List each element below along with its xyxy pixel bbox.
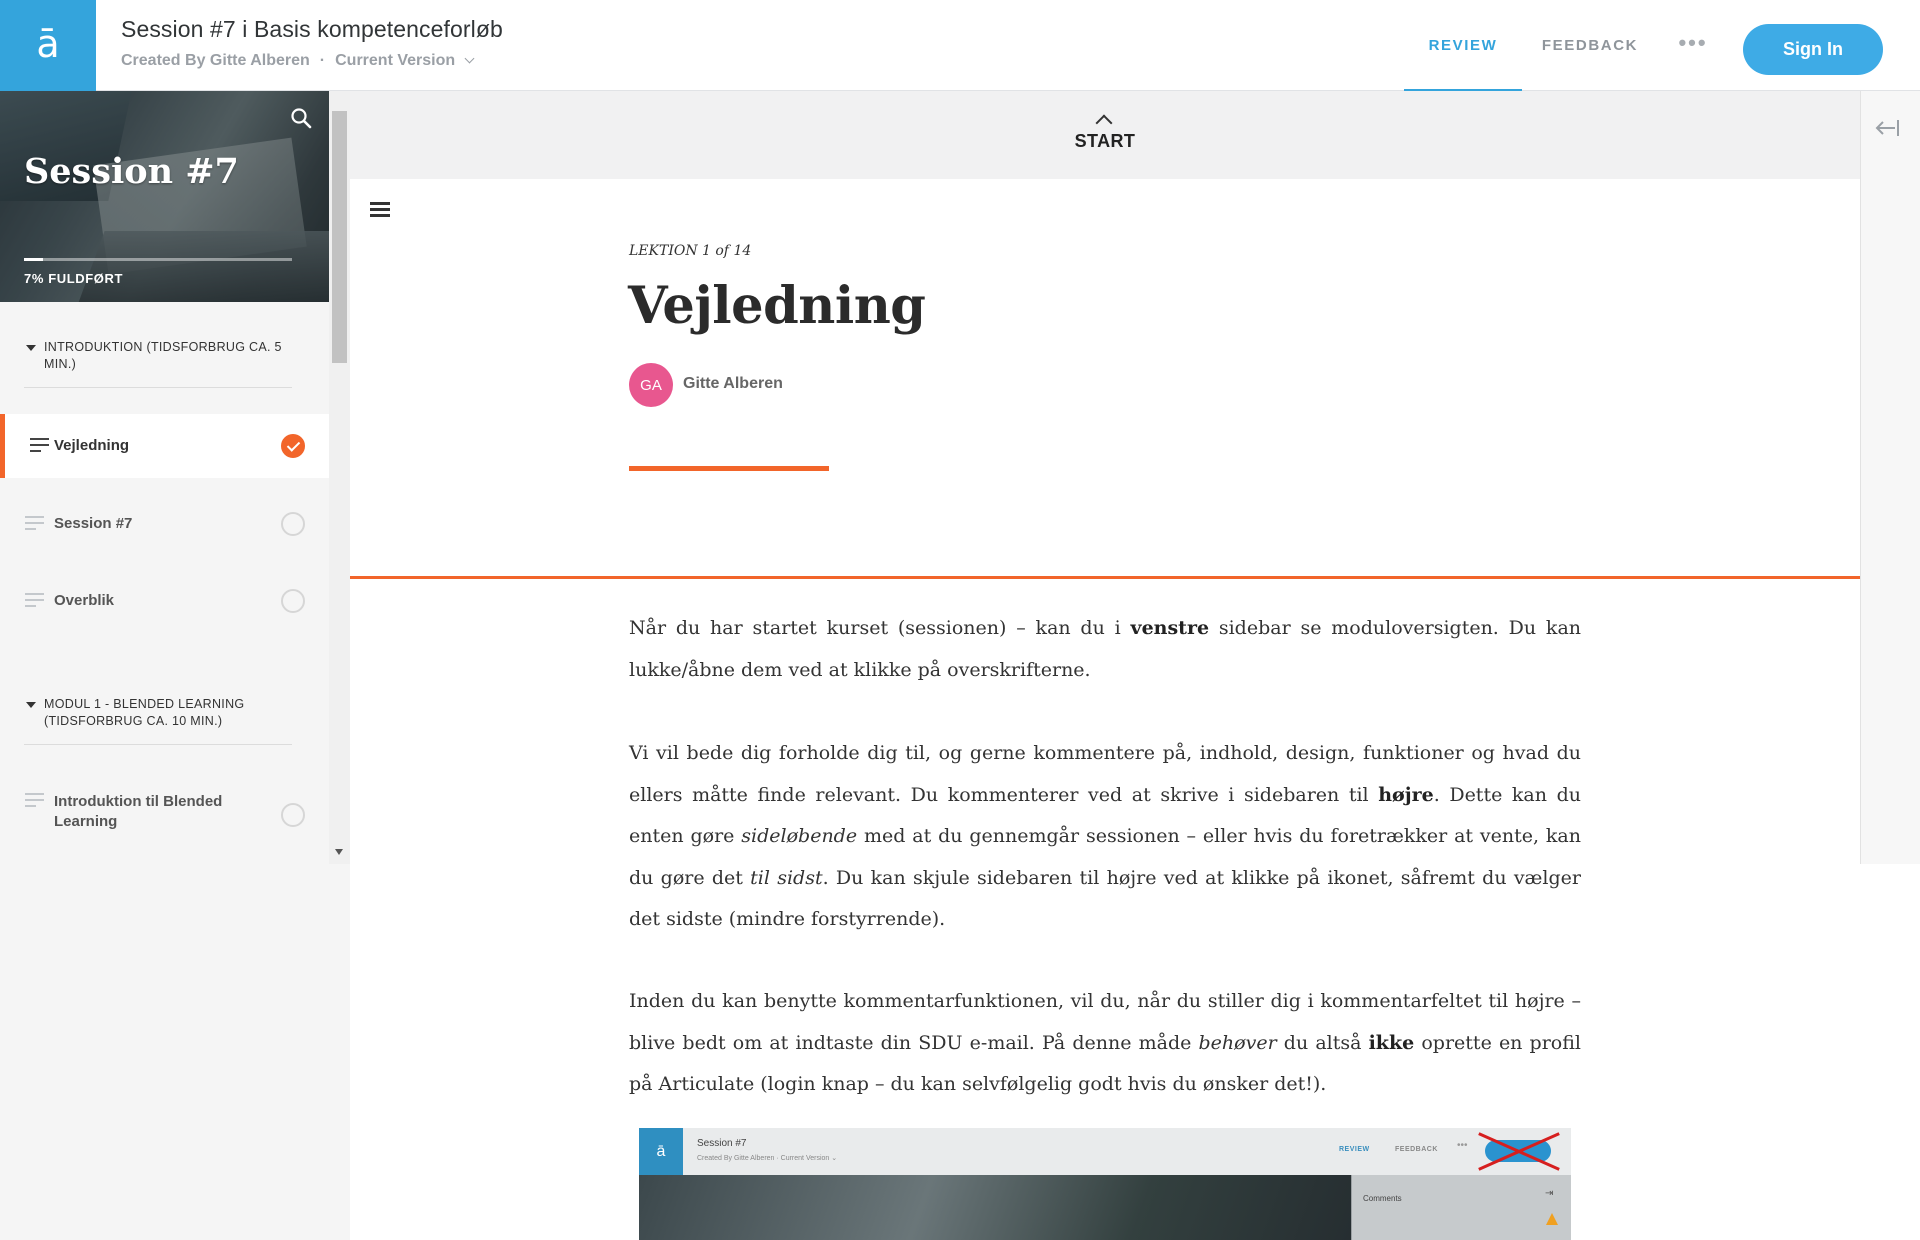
caret-down-icon xyxy=(26,345,36,351)
text-run-bold: venstre xyxy=(1130,617,1210,639)
embed-subtitle: Created By Gitte Alberen · Current Version ⌄ xyxy=(697,1155,838,1162)
title-underline xyxy=(629,466,829,471)
sidebar-hero xyxy=(0,91,329,302)
text-run-bold: højre xyxy=(1378,783,1434,806)
created-by: Created By Gitte Alberen xyxy=(121,52,310,69)
sidebar-scrollbar[interactable] xyxy=(329,91,350,864)
embed-hero-photo xyxy=(639,1175,1351,1240)
paragraph-1 xyxy=(629,608,1581,691)
text-run-italic: behøver xyxy=(1198,1031,1277,1054)
embed-more-icon: ••• xyxy=(1457,1140,1468,1151)
text-run: . Dette kan du enten gøre xyxy=(629,783,1581,847)
sidebar-item-vejledning[interactable] xyxy=(0,414,329,478)
start-button[interactable] xyxy=(350,91,1860,179)
embed-title: Session #7 xyxy=(697,1138,747,1149)
logo-glyph: ā xyxy=(36,21,60,66)
sign-in-button[interactable]: Sign In xyxy=(1743,24,1883,75)
embed-logo: ā xyxy=(639,1128,683,1175)
lesson-label: Introduktion til Blended Learning xyxy=(54,793,223,830)
course-meta xyxy=(121,52,503,70)
lesson-label: Session #7 xyxy=(54,515,133,532)
scroll-down-arrow-icon[interactable] xyxy=(335,849,343,855)
collapse-sidebar-icon[interactable] xyxy=(1873,119,1901,137)
embed-review-tab: REVIEW xyxy=(1339,1146,1370,1153)
title-block xyxy=(121,16,503,70)
embedded-screenshot xyxy=(639,1128,1571,1240)
section-title: MODUL 1 - BLENDED LEARNING (TIDSFORBRUG CA. 10 MIN.) xyxy=(44,697,245,728)
chevron-down-icon xyxy=(464,54,474,64)
lesson-content xyxy=(350,91,1860,1240)
version-label: Current Version xyxy=(335,52,456,69)
completed-check-icon xyxy=(281,434,305,458)
embed-feedback-tab: FEEDBACK xyxy=(1395,1146,1438,1153)
section-divider xyxy=(350,576,1860,579)
paragraph-3 xyxy=(629,981,1581,1106)
chevron-up-icon xyxy=(1096,115,1113,132)
text-run: du altså xyxy=(1276,1031,1369,1054)
section-header-introduktion[interactable] xyxy=(24,339,292,388)
course-sidebar xyxy=(0,91,350,1240)
progress-label: 7% FULDFØRT xyxy=(24,271,124,286)
embed-comments-panel xyxy=(1351,1175,1571,1240)
embed-comments-label: Comments xyxy=(1363,1194,1402,1203)
text-run: Inden du kan benytte kommentarfunktionen, vil du, når du stiller dig i kommentarfeltet til højre – blive bedt om at indtaste din SDU e-mail. På denne måde xyxy=(629,990,1581,1054)
search-icon[interactable] xyxy=(290,107,312,129)
sidebar-item-overblik[interactable] xyxy=(0,569,329,633)
text-run: . Du kan skjule sidebaren til højre ved at klikke på ikonet, såfremt du vælger det sidste (mindre forstyrrende). xyxy=(629,866,1581,930)
app-logo[interactable] xyxy=(0,0,96,91)
text-run-bold: ikke xyxy=(1368,1031,1415,1054)
lesson-counter: LEKTION 1 of 14 xyxy=(629,243,752,259)
text-run-italic: til sidst xyxy=(750,866,823,889)
text-run: Når du har startet kurset (sessionen) – kan du i xyxy=(629,617,1131,639)
embed-arrow-icon xyxy=(1546,1213,1558,1225)
start-label: START xyxy=(1074,131,1136,151)
course-title: Session #7 i Basis kompetenceforløb xyxy=(121,16,503,42)
caret-down-icon xyxy=(26,702,36,708)
progress-bar xyxy=(24,258,292,261)
incomplete-status-icon xyxy=(281,512,305,536)
sidebar-item-session-7[interactable] xyxy=(0,492,329,556)
paragraph-2 xyxy=(629,733,1581,941)
sidebar-item-introduktion-blended-learning[interactable] xyxy=(0,771,329,845)
progress-fill xyxy=(24,258,43,261)
text-run: oprette en profil på Articulate (login knap – du kan selvfølgelig godt hvis du ønsker det!). xyxy=(629,1031,1581,1095)
tab-review[interactable]: REVIEW xyxy=(1404,0,1522,91)
meta-separator: · xyxy=(319,52,326,69)
text-run: Vi vil bede dig forholde dig til, og gerne kommentere på, indhold, design, funktioner og hvad du ellers måtte finde relevant. Du kommenterer ved at skrive i sidebaren til xyxy=(629,742,1581,806)
lesson-label: Overblik xyxy=(54,592,115,609)
comments-rail xyxy=(1860,91,1920,864)
sidebar-course-title: Session #7 xyxy=(24,151,239,192)
lesson-text-icon xyxy=(25,516,44,532)
top-bar xyxy=(0,0,1920,91)
text-run: med at du gennemgår sessionen – eller hvis du foretrækker at vente, kan du gøre det xyxy=(629,825,1581,889)
hamburger-menu-icon[interactable] xyxy=(370,202,390,217)
incomplete-status-icon xyxy=(281,803,305,827)
embed-collapse-icon: ⇥ xyxy=(1545,1188,1554,1199)
lesson-label: Vejledning xyxy=(54,437,130,454)
version-dropdown[interactable] xyxy=(335,52,472,70)
text-run-italic: sideløbende xyxy=(741,825,858,847)
section-title: INTRODUKTION (TIDSFORBRUG CA. 5 MIN.) xyxy=(44,340,282,371)
text-run: sidebar se moduloversigten. Du kan lukke/åbne dem ved at klikke på overskrifterne. xyxy=(629,617,1582,681)
author-name: Gitte Alberen xyxy=(683,375,783,392)
tab-feedback[interactable]: FEEDBACK xyxy=(1541,37,1639,54)
lesson-text-icon xyxy=(25,593,44,609)
section-header-modul-1[interactable] xyxy=(24,696,292,745)
scrollbar-thumb[interactable] xyxy=(332,111,347,363)
lesson-text-icon xyxy=(25,793,44,809)
lesson-title: Vejledning xyxy=(628,276,926,336)
incomplete-status-icon xyxy=(281,589,305,613)
more-options-icon[interactable]: ••• xyxy=(1678,29,1708,55)
lesson-text-icon xyxy=(30,438,49,454)
author-avatar: GA xyxy=(629,363,673,407)
